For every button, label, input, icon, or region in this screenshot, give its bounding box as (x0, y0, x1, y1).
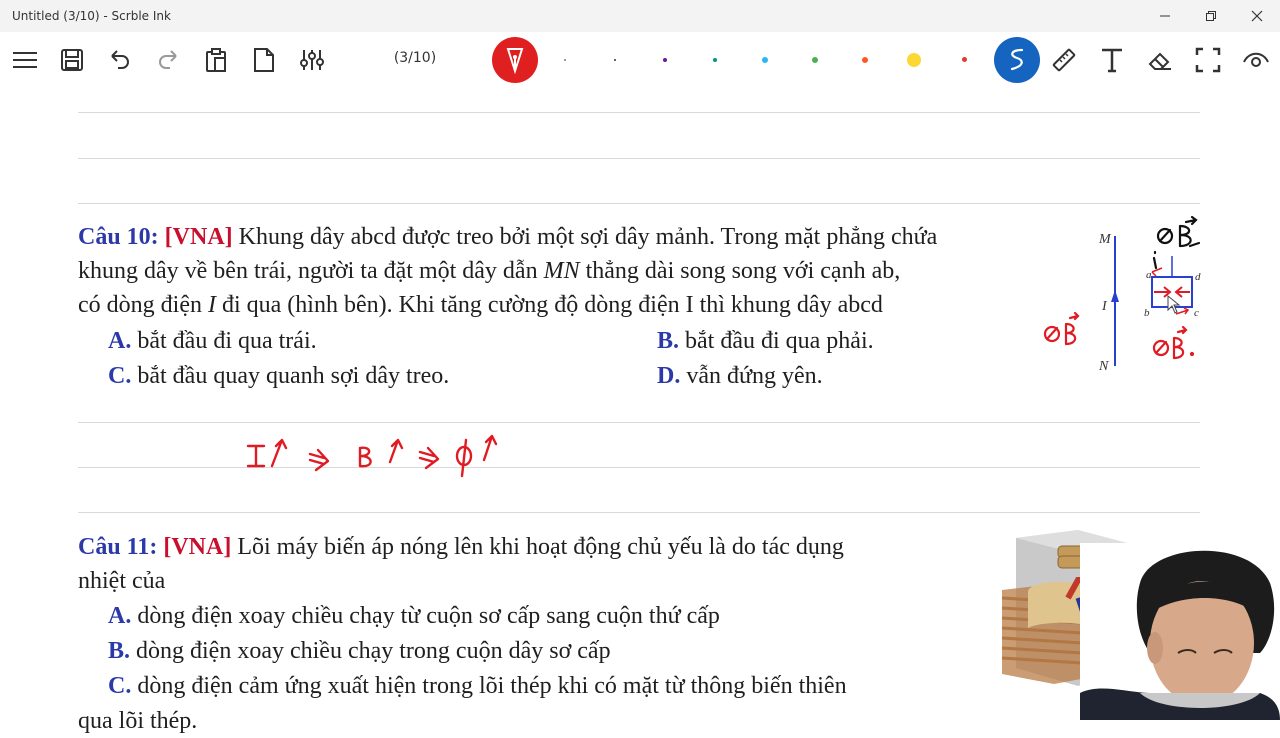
text-icon (1100, 47, 1124, 73)
q11-option-b (108, 634, 611, 668)
redo-button[interactable] (150, 42, 186, 78)
rule-line (78, 203, 1200, 204)
option-text: dòng điện cảm ứng xuất hiện trong lõi thép khi có mặt từ thông biến thiên (137, 673, 847, 699)
clipboard-icon (204, 47, 228, 73)
option-d (657, 359, 823, 393)
question-text: thẳng dài song song với cạnh ab, (579, 258, 901, 284)
question-10 (78, 220, 1088, 322)
label-m: M (1099, 232, 1111, 247)
rule-line (78, 422, 1200, 423)
menu-button[interactable] (7, 42, 43, 78)
redo-icon (156, 48, 180, 72)
label-c: c (1194, 307, 1199, 319)
restore-icon (1205, 10, 1217, 22)
pen-nib-icon (504, 47, 526, 73)
handwritten-reasoning (240, 428, 510, 480)
undo-icon (108, 48, 132, 72)
view-button[interactable] (1238, 42, 1274, 78)
pen-color-green[interactable] (812, 57, 818, 63)
option-c (108, 359, 449, 393)
text-tool-button[interactable] (1094, 42, 1130, 78)
option-text: bắt đầu quay quanh sợi dây treo. (137, 363, 450, 389)
rule-line (78, 158, 1200, 159)
option-letter: A. (108, 328, 132, 354)
question-text-italic: I (207, 292, 216, 318)
page-indicator: (3/10) (393, 50, 437, 66)
question-10-line-3 (78, 288, 1088, 322)
question-text: Khung dây abcd được treo bởi một sợi dây mảnh. Trong mặt phẳng chứa (238, 224, 938, 250)
hamburger-icon (12, 50, 38, 70)
minimize-button[interactable] (1142, 0, 1188, 32)
pen-color-orange[interactable] (862, 57, 868, 63)
eraser-icon (1147, 48, 1173, 72)
question-text: Lõi máy biến áp nóng lên khi hoạt động chủ yếu là do tác dụng (237, 534, 844, 560)
option-text: bắt đầu đi qua phải. (685, 328, 874, 354)
select-area-icon (1195, 47, 1221, 73)
ink-canvas[interactable] (0, 88, 1280, 734)
q11-option-c (108, 669, 847, 703)
undo-button[interactable] (102, 42, 138, 78)
save-button[interactable] (54, 42, 90, 78)
lasso-tool-button[interactable] (994, 37, 1040, 83)
pen-color-yellow[interactable] (907, 53, 921, 67)
handwritten-annotations (1040, 216, 1210, 366)
settings-button[interactable] (294, 42, 330, 78)
question-11 (78, 530, 998, 598)
option-letter: D. (657, 363, 681, 389)
question-11-line-2: nhiệt của (78, 568, 166, 594)
close-icon (1251, 10, 1263, 22)
question-text: có dòng điện (78, 292, 208, 318)
option-letter: B. (108, 638, 131, 664)
pen-color-blue[interactable] (762, 57, 768, 63)
ruler-button[interactable] (1045, 42, 1081, 78)
pen-color-purple[interactable] (663, 58, 667, 62)
rule-line (78, 112, 1200, 113)
option-letter: C. (108, 673, 132, 699)
label-b: b (1144, 307, 1150, 319)
window-title: Untitled (3/10) - Scrble Ink (12, 9, 171, 23)
label-d: d (1195, 271, 1201, 283)
option-b (657, 324, 874, 358)
question-text: đi qua (hình bên). Khi tăng cường độ dòng điện I thì khung dây abcd (215, 292, 883, 318)
label-i: I (1102, 299, 1107, 314)
option-letter: A. (108, 603, 132, 629)
label-n: N (1099, 359, 1109, 374)
page-icon (253, 47, 275, 73)
paste-button[interactable] (198, 42, 234, 78)
question-10-line-2 (78, 254, 1088, 288)
label-a: a (1146, 269, 1152, 281)
window-controls (1142, 0, 1280, 32)
select-button[interactable] (1190, 42, 1226, 78)
option-a (108, 324, 317, 358)
q11-option-a (108, 599, 720, 633)
question-number: Câu 11: (78, 534, 158, 560)
close-button[interactable] (1234, 0, 1280, 32)
pen-color-black[interactable] (614, 59, 616, 61)
sliders-icon (299, 48, 325, 72)
title-bar (0, 0, 1280, 32)
question-11-line-1 (78, 530, 998, 564)
presenter-webcam (1080, 543, 1280, 720)
question-tag: [VNA] (163, 534, 232, 560)
question-text-italic: MN (543, 258, 580, 284)
save-icon (60, 48, 84, 72)
question-tag: [VNA] (164, 224, 233, 250)
option-text: vẫn đứng yên. (686, 363, 823, 389)
squiggle-icon (1006, 47, 1028, 73)
pen-color-red[interactable] (962, 57, 967, 62)
q11-cut-line: qua lõi thép. (78, 708, 198, 734)
pen-color-teal[interactable] (713, 58, 717, 62)
option-text: dòng điện xoay chiều chạy trong cuộn dây sơ cấp (136, 638, 611, 664)
option-text: bắt đầu đi qua trái. (137, 328, 317, 354)
ruler-icon (1050, 47, 1076, 73)
question-10-line-1 (78, 220, 1088, 254)
rule-line (78, 512, 1200, 513)
toolbar (0, 32, 1280, 88)
restore-button[interactable] (1188, 0, 1234, 32)
new-page-button[interactable] (246, 42, 282, 78)
eye-icon (1242, 48, 1270, 72)
pen-color-gray[interactable] (564, 59, 566, 61)
option-text: dòng điện xoay chiều chạy từ cuộn sơ cấp sang cuộn thứ cấp (137, 603, 720, 629)
question-text: khung dây về bên trái, người ta đặt một dây dẫn (78, 258, 544, 284)
minimize-icon (1159, 10, 1171, 22)
question-number: Câu 10: (78, 224, 159, 250)
option-letter: B. (657, 328, 680, 354)
highlighter-pen-button[interactable] (492, 37, 538, 83)
eraser-button[interactable] (1142, 42, 1178, 78)
option-letter: C. (108, 363, 132, 389)
